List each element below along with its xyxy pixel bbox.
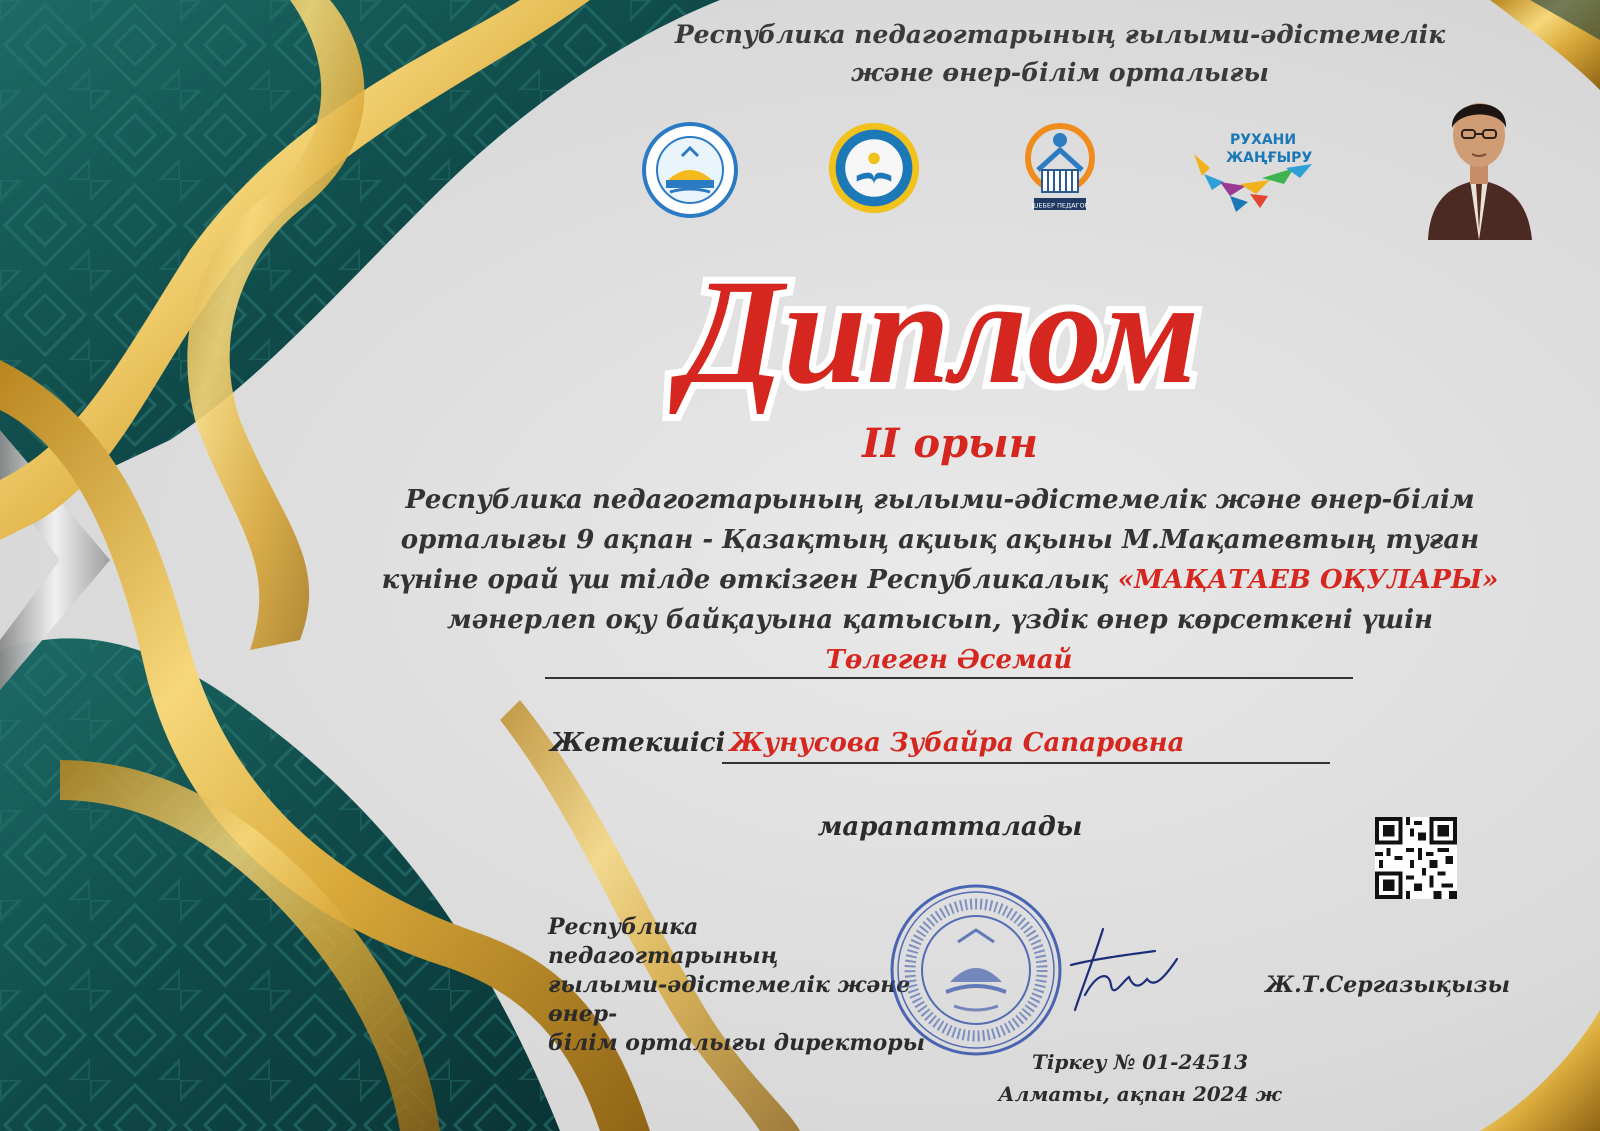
logo-row [630, 120, 1350, 230]
signer-name: Ж.Т.Сергазықызы [1265, 972, 1510, 998]
award-description-part2: мәнерлеп оқу байқауына қатысып, үздік өнер көрсеткені үшін [447, 605, 1433, 635]
republic-pedagogues-center-logo-icon [640, 120, 740, 220]
sheber-pedagog-caption: ШЕБЕР ПЕДАГОГ [1031, 201, 1089, 210]
official-stamp-image [888, 882, 1064, 1058]
supervisor-label: Жетекшісі [550, 728, 726, 758]
diploma-title [600, 232, 1280, 422]
recipient-name: Төлеген Әсемай [825, 645, 1073, 675]
poet-portrait-image [1420, 80, 1538, 240]
recipient-underline [545, 677, 1353, 679]
header-org-line1: Республика педагогтарының ғылыми-әдістемелік [674, 20, 1446, 49]
competition-name: «МАҚАТАЕВ ОҚУЛАРЫ» [1117, 565, 1499, 595]
registration-number: Тіркеу № 01-24513 [1031, 1050, 1249, 1074]
supervisor-underline [722, 762, 1330, 764]
awarded-text: марапатталады [817, 812, 1083, 842]
city-date: Алматы, ақпан 2024 ж [998, 1082, 1282, 1106]
director-title [548, 913, 928, 1058]
award-description-part1: Республика педагогтарының ғылыми-әдістемелік және өнер-білім орталығы 9 ақпан - Қазақтың ақиық ақыны М.Мақатевтың туған күніне орай үш тілде өткізген Республикалық [381, 485, 1480, 595]
award-description [360, 480, 1520, 640]
director-signature-image [1065, 925, 1185, 1015]
director-line1: Республика педагогтарының [548, 914, 779, 969]
supervisor-name: Жунусова Зубайра Сапаровна [729, 728, 1185, 758]
diploma-title-text: Диплом [680, 249, 1200, 415]
rukhani-zhangyru-logo-icon [1190, 124, 1320, 219]
header-org-line2: және өнер-білім орталығы [851, 58, 1269, 87]
director-line3: білім орталығы директоры [548, 1030, 926, 1056]
education-ministry-emblem-icon [826, 120, 922, 216]
sheber-pedagog-logo-icon [1020, 120, 1100, 215]
director-line2: ғылыми-әдістемелік және өнер- [548, 972, 911, 1027]
rukhani-line2: ЖАҢҒЫРУ [1226, 150, 1313, 166]
header-organization [660, 16, 1460, 92]
qr-code-icon [1375, 817, 1457, 899]
rukhani-line1: РУХАНИ [1230, 132, 1297, 148]
place-award: II орын [862, 420, 1038, 467]
